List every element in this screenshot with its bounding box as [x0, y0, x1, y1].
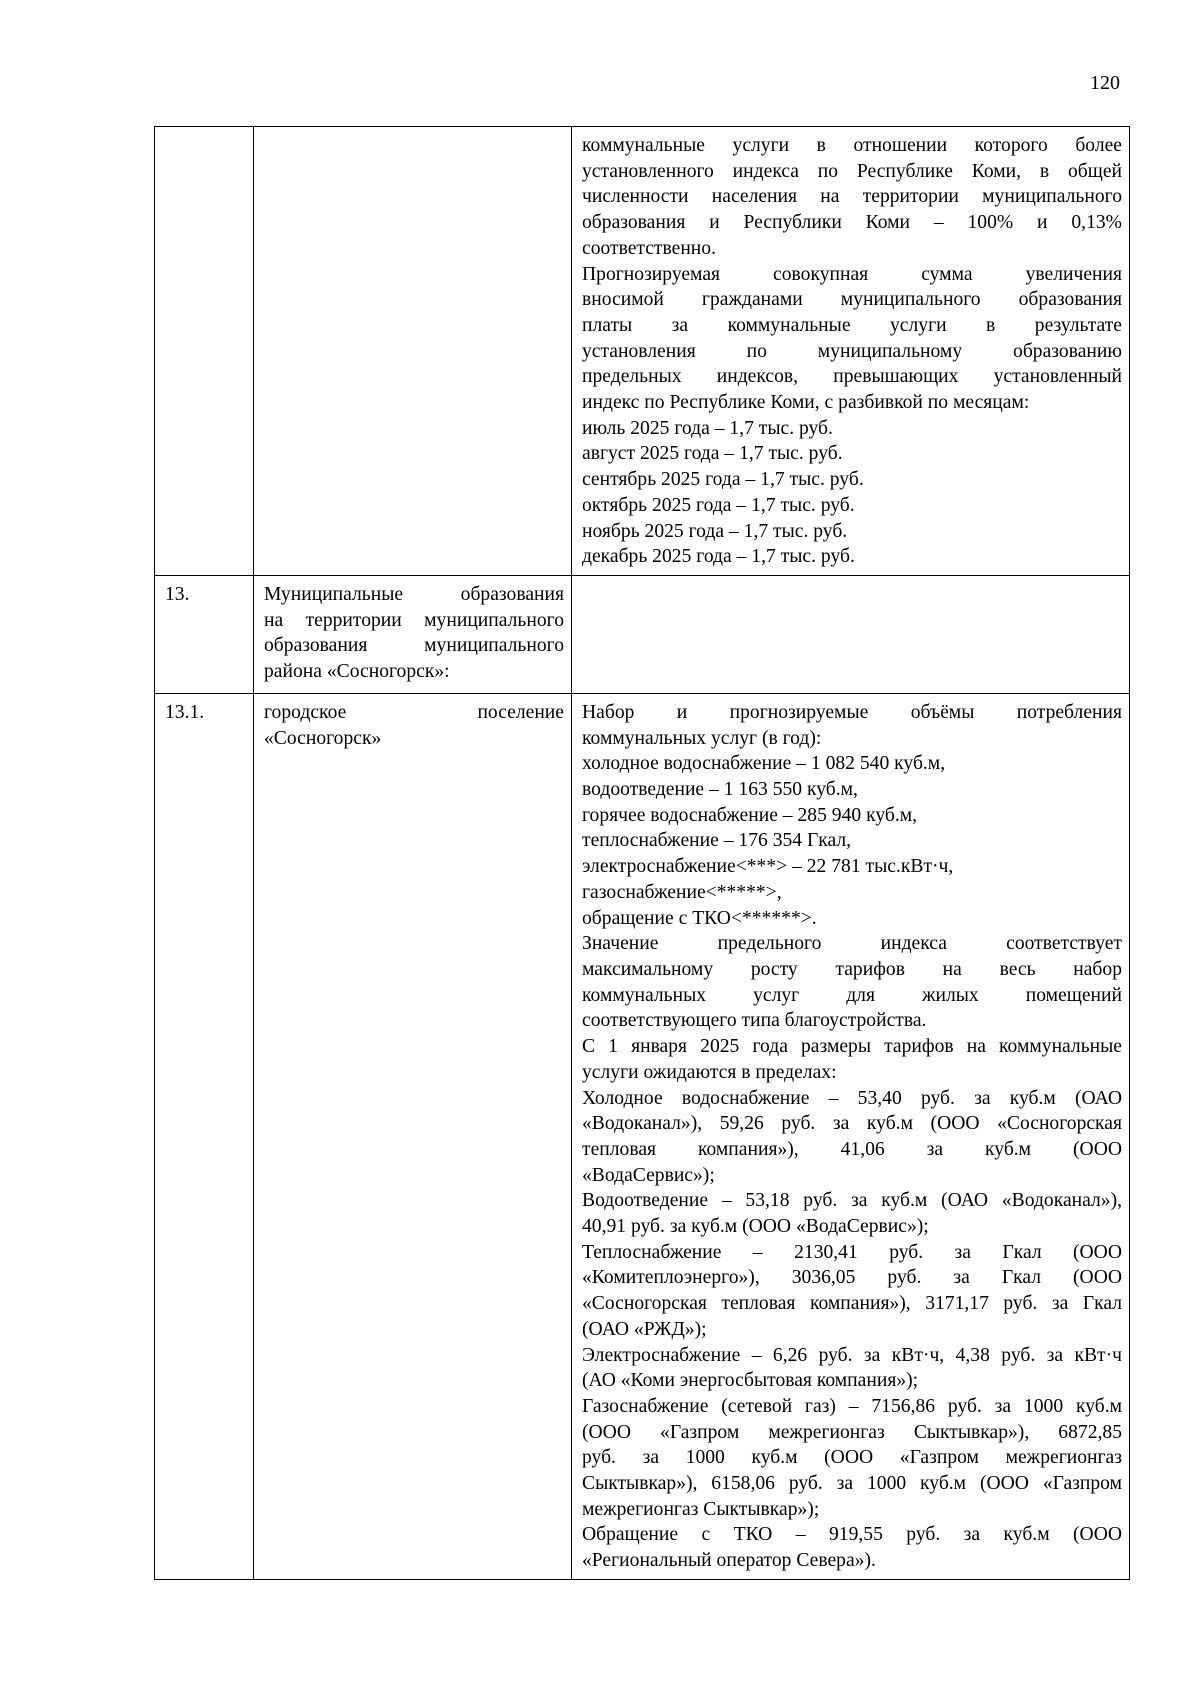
- description-line: платы за коммунальные услуги в результате: [582, 314, 1122, 336]
- row-number-cell: [155, 127, 254, 576]
- description-line: установления по муниципальному образованию: [582, 340, 1122, 362]
- description-line: электроснабжение<***> – 22 781 тыс.кВт·ч,: [582, 856, 954, 878]
- municipality-name-line: района «Сосногорск»:: [264, 661, 450, 683]
- description-line: горячее водоснабжение – 285 940 куб.м,: [582, 804, 918, 826]
- description-line: Сыктывкар»), 6158,06 руб. за 1000 куб.м (ООО «Газпром: [582, 1473, 1122, 1495]
- description-line: теплоснабжение – 176 354 Гкал,: [582, 830, 852, 852]
- description-line: максимальному росту тарифов на весь набор: [582, 958, 1122, 980]
- description-line: Холодное водоснабжение – 53,40 руб. за куб.м (ОАО: [582, 1087, 1122, 1109]
- description-line: образования и Республики Коми – 100% и 0,13%: [582, 212, 1122, 234]
- description-line: численности населения на территории муниципального: [582, 186, 1122, 208]
- description-line: холодное водоснабжение – 1 082 540 куб.м,: [582, 753, 946, 775]
- description-line: индекс по Республике Коми, с разбивкой по месяцам:: [582, 392, 1030, 414]
- description-line: вносимой гражданами муниципального образования: [582, 289, 1122, 311]
- municipality-name-line: Муниципальные образования: [264, 583, 564, 605]
- description-line: тепловая компания»), 41,06 за куб.м (ООО: [582, 1138, 1122, 1160]
- description-cell: [572, 693, 1130, 1579]
- description-line: коммунальных услуг (в год):: [582, 727, 822, 749]
- municipality-name-line: городское поселение: [264, 701, 564, 723]
- municipality-name-cell: [254, 127, 572, 576]
- description-cell: [572, 575, 1130, 693]
- municipality-name-line: на территории муниципального: [264, 609, 564, 631]
- description-line: «Комитеплоэнерго»), 3036,05 руб. за Гкал (ООО: [582, 1267, 1122, 1289]
- description-cell: [572, 127, 1130, 576]
- table-row: [155, 693, 1130, 1579]
- description-line: руб. за 1000 куб.м (ООО «Газпром межрегионгаз: [582, 1447, 1122, 1469]
- description-line: июль 2025 года – 1,7 тыс. руб.: [582, 417, 833, 439]
- description-line: 40,91 руб. за куб.м (ООО «ВодаСервис»);: [582, 1216, 929, 1238]
- description-line: услуги ожидаются в пределах:: [582, 1061, 837, 1083]
- description-line: обращение с ТКО<******>.: [582, 907, 817, 929]
- description-line: Прогнозируемая совокупная сумма увеличения: [582, 263, 1122, 285]
- description-line: ноябрь 2025 года – 1,7 тыс. руб.: [582, 520, 848, 542]
- description-line: сентябрь 2025 года – 1,7 тыс. руб.: [582, 469, 864, 491]
- description-line: установленного индекса по Республике Коми, в общей: [582, 160, 1122, 182]
- description-line: (ООО «Газпром межрегионгаз Сыктывкар»), 6872,85: [582, 1421, 1122, 1443]
- municipality-name-cell: [254, 693, 572, 1579]
- description-line: соответствующего типа благоустройства.: [582, 1010, 927, 1032]
- description-line: «ВодаСервис»);: [582, 1164, 715, 1186]
- description-line: декабрь 2025 года – 1,7 тыс. руб.: [582, 546, 855, 568]
- description-line: Водоотведение – 53,18 руб. за куб.м (ОАО «Водоканал»),: [582, 1190, 1122, 1212]
- description-line: Теплоснабжение – 2130,41 руб. за Гкал (ООО: [582, 1241, 1122, 1263]
- description-line: газоснабжение<*****>,: [582, 881, 782, 903]
- municipality-name-cell: [254, 575, 572, 693]
- description-line: Газоснабжение (сетевой газ) – 7156,86 руб. за 1000 куб.м: [582, 1395, 1122, 1417]
- description-line: октябрь 2025 года – 1,7 тыс. руб.: [582, 494, 855, 516]
- row-number-cell: 13.1.: [155, 693, 254, 1579]
- description-line: предельных индексов, превышающих установленный: [582, 366, 1122, 388]
- description-line: Обращение с ТКО – 919,55 руб. за куб.м (ООО: [582, 1524, 1122, 1546]
- description-line: август 2025 года – 1,7 тыс. руб.: [582, 443, 843, 465]
- description-line: «Сосногорская тепловая компания»), 3171,17 руб. за Гкал: [582, 1293, 1122, 1315]
- description-line: «Региональный оператор Севера»).: [582, 1550, 876, 1572]
- description-line: Набор и прогнозируемые объёмы потребления: [582, 701, 1122, 723]
- description-line: (ОАО «РЖД»);: [582, 1318, 707, 1340]
- table-row: [155, 575, 1130, 693]
- table-row: [155, 127, 1130, 576]
- row-number-cell: 13.: [155, 575, 254, 693]
- description-line: (АО «Коми энергосбытовая компания»);: [582, 1370, 919, 1392]
- description-line: Электроснабжение – 6,26 руб. за кВт·ч, 4,38 руб. за кВт·ч: [582, 1344, 1122, 1366]
- description-line: «Водоканал»), 59,26 руб. за куб.м (ООО «Сосногорская: [582, 1113, 1122, 1135]
- description-line: коммунальные услуги в отношении которого более: [582, 135, 1122, 156]
- description-line: коммунальных услуг для жилых помещений: [582, 984, 1122, 1006]
- municipality-name-line: образования муниципального: [264, 635, 564, 657]
- tariff-table: [154, 126, 1130, 1580]
- description-line: соответственно.: [582, 237, 716, 259]
- description-line: межрегионгаз Сыктывкар»);: [582, 1498, 820, 1520]
- page-number: 120: [1090, 72, 1120, 94]
- municipality-name-line: «Сосногорск»: [264, 727, 382, 749]
- description-line: Значение предельного индекса соответствует: [582, 933, 1122, 955]
- description-line: водоотведение – 1 163 550 куб.м,: [582, 779, 858, 801]
- description-line: С 1 января 2025 года размеры тарифов на коммунальные: [582, 1036, 1122, 1058]
